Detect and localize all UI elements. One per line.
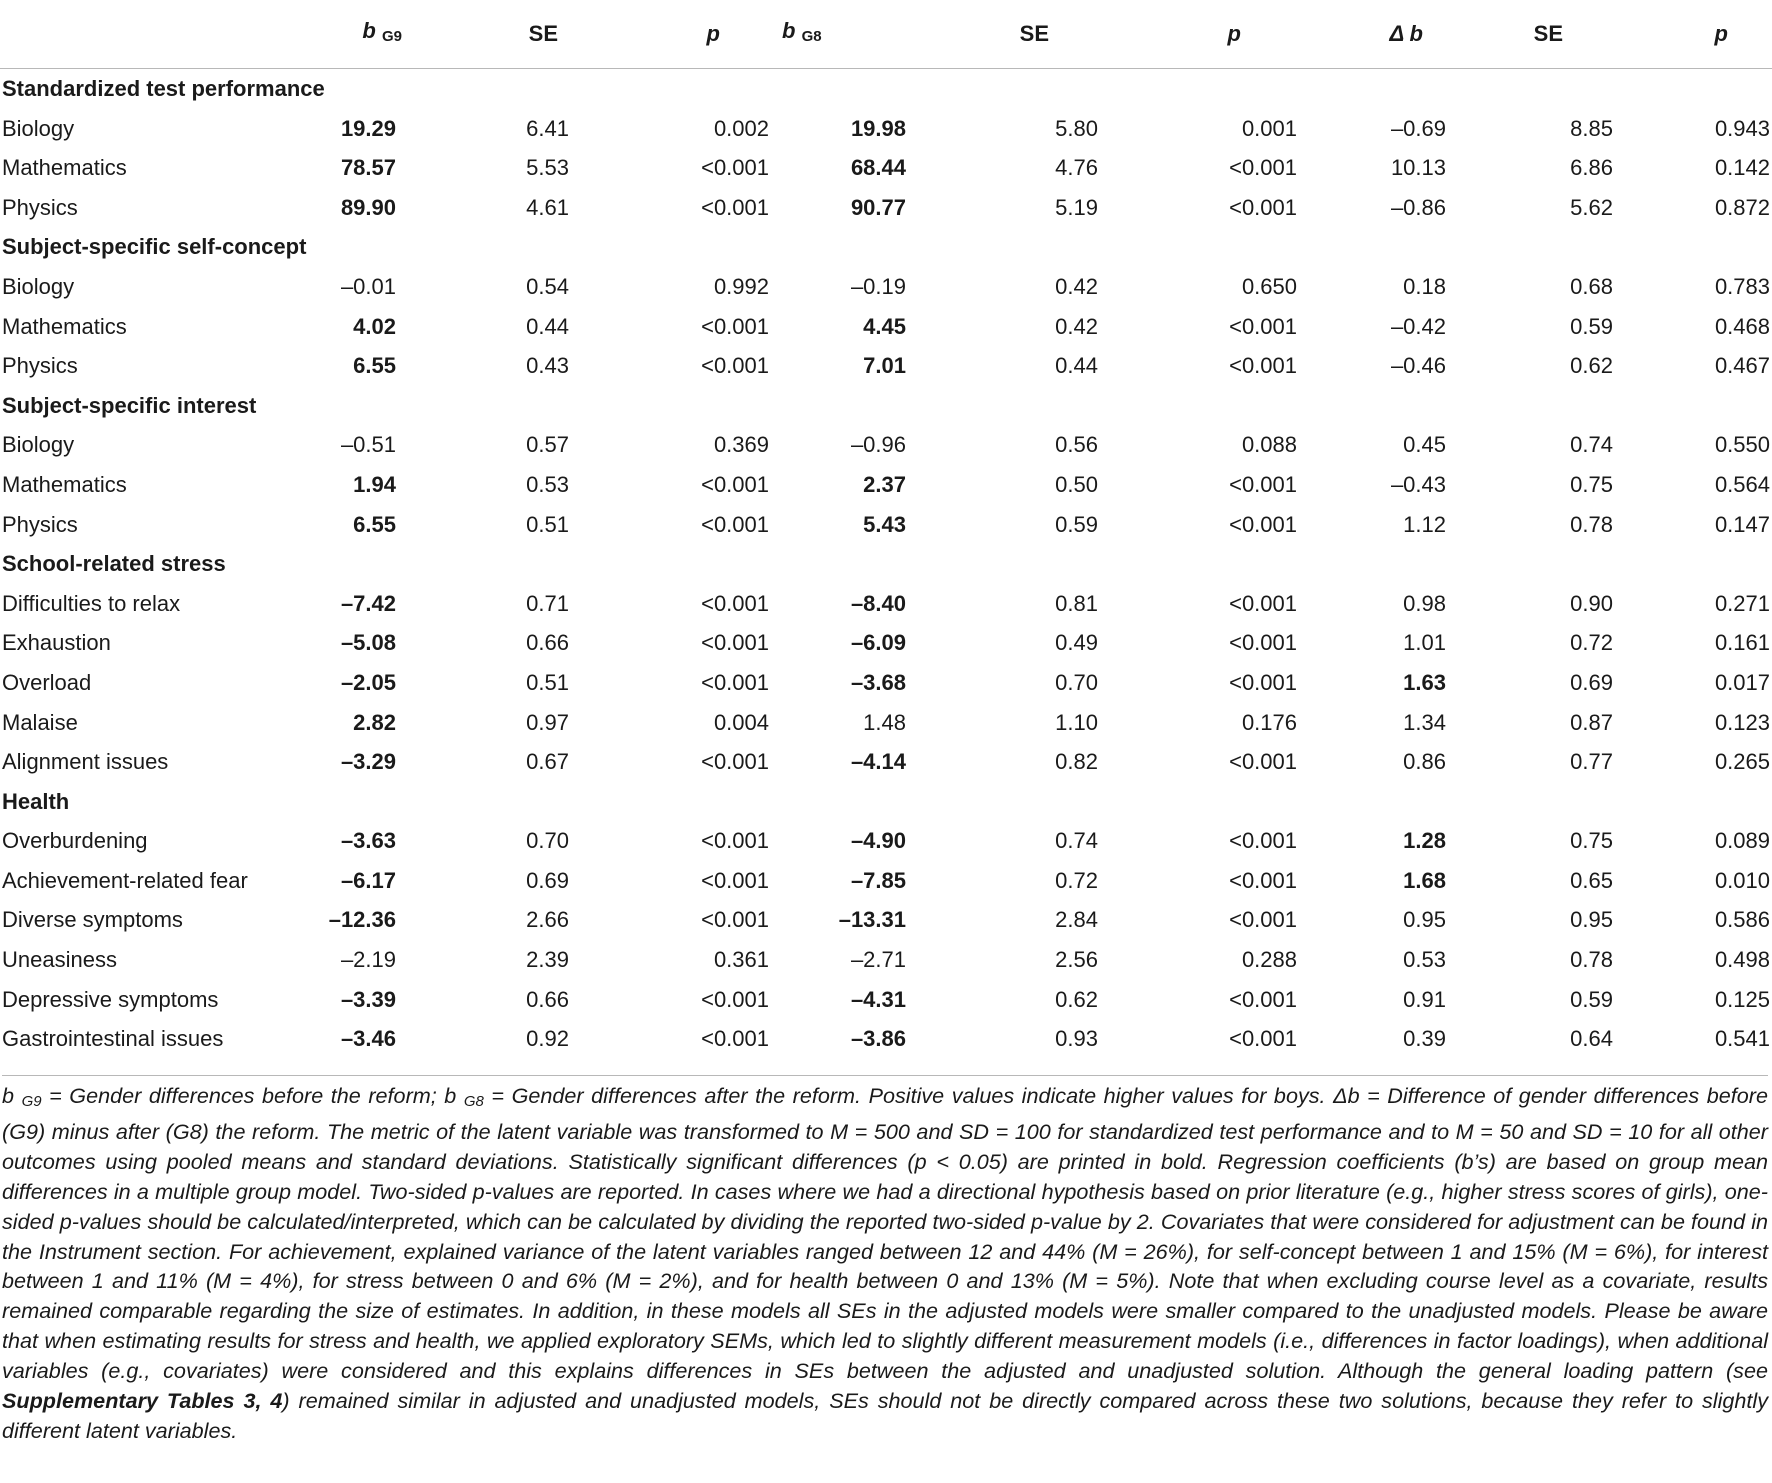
cell-delta-b: 1.12 <box>1403 511 1446 537</box>
cell-p-1: <0.001 <box>701 749 769 775</box>
header-p-1-text: p <box>706 21 720 46</box>
row-label: Biology <box>2 273 75 299</box>
cell-se-2: 5.80 <box>1055 115 1098 141</box>
cell-b-g8: –4.31 <box>850 986 906 1012</box>
cell-p-2: 0.088 <box>1241 432 1297 458</box>
row-label: Biology <box>2 432 75 458</box>
cell-delta-b: 0.98 <box>1403 590 1446 616</box>
cell-b-g9: –3.63 <box>340 828 396 854</box>
cell-p-1: <0.001 <box>701 1026 769 1052</box>
cell-se-1: 6.41 <box>526 115 569 141</box>
cell-p-1: <0.001 <box>701 313 769 339</box>
cell-se-3: 0.90 <box>1570 590 1613 616</box>
cell-b-g8: –6.09 <box>850 630 906 656</box>
cell-b-g8: –0.96 <box>850 432 906 458</box>
cell-p-1: <0.001 <box>701 590 769 616</box>
cell-b-g9: 4.02 <box>353 313 396 339</box>
footnote-b: b <box>2 1083 15 1108</box>
cell-p-3: 0.943 <box>1714 115 1770 141</box>
cell-p-1: <0.001 <box>701 155 769 181</box>
cell-se-1: 0.71 <box>526 590 569 616</box>
cell-se-2: 0.42 <box>1055 273 1098 299</box>
table-row <box>0 505 1772 545</box>
cell-se-2: 0.81 <box>1055 590 1098 616</box>
row-label: Mathematics <box>2 155 127 181</box>
header-delta-b: Δ b <box>1303 0 1455 69</box>
cell-se-2: 0.42 <box>1055 313 1098 339</box>
cell-se-2: 0.50 <box>1055 471 1098 497</box>
cell-p-2: <0.001 <box>1229 155 1297 181</box>
cell-delta-b: 0.18 <box>1403 273 1446 299</box>
cell-se-1: 0.44 <box>526 313 569 339</box>
section-header-row <box>0 386 1772 426</box>
cell-p-1: <0.001 <box>701 511 769 537</box>
header-b-g9 <box>300 0 402 69</box>
cell-p-2: 0.288 <box>1241 947 1297 973</box>
row-label: Overload <box>2 669 92 695</box>
cell-p-1: 0.361 <box>713 947 769 973</box>
cell-b-g9: 19.29 <box>340 115 396 141</box>
cell-se-1: 0.66 <box>526 630 569 656</box>
table-row <box>0 623 1772 663</box>
cell-se-3: 0.59 <box>1570 986 1613 1012</box>
cell-delta-b: –0.46 <box>1390 353 1446 379</box>
cell-se-1: 0.66 <box>526 986 569 1012</box>
footnote-main-text: = Gender differences after the reform. Positive values indicate higher values for boys. Δb = Difference of gender differences before (G9) minus after (G8) the reform. The metric of the latent variable was transformed to M = 500 and SD = 100 for standardized test performance and to M = 50 and SD = 10 for all other outcomes using pooled means and standard deviations. Statistically significant differences (p < 0.05) are printed in bold. Regression coefficients (b’s) are based on group mean differences in a multiple group model. Two-sided p-values are reported. In cases where we had a directional hypothesis based on prior literature (e.g., higher stress scores of girls), one-sided p-values should be calculated/interpreted, which can be calculated by dividing the reported two-sided p-value by 2. Covariates that were considered for adjustment can be found in the Instrument section. For achievement, explained variance of the latent variables ranged between 12 and 44% (M = 26%), for self-concept between 1 and 15% (M = 6%), for interest between 1 and 11% (M = 4%), for stress between 0 and 6% (M = 2%), and for health between 0 and 13% (M = 5%). Note that when excluding course level as a covariate, results remained comparable regarding the size of estimates. In addition, in these models all SEs in the adjusted models were smaller compared to the unadjusted models. Please be aware that when estimating results for stress and health, we applied exploratory SEMs, which led to slightly different measurement models (i.e., differences in factor loadings), when additional variables (e.g., covariates) were considered and this explains differences in SEs between the adjusted and unadjusted solution. Although the general loading pattern (see <box>2 1083 1768 1384</box>
cell-se-2: 0.62 <box>1055 986 1098 1012</box>
section-title: Standardized test performance <box>2 76 325 101</box>
cell-p-2: <0.001 <box>1229 511 1297 537</box>
section-title: Subject-specific self-concept <box>2 234 307 260</box>
cell-se-3: 0.78 <box>1570 947 1613 973</box>
cell-p-3: 0.142 <box>1714 155 1770 181</box>
cell-se-3: 0.69 <box>1570 669 1613 695</box>
section-title: Health <box>2 788 70 814</box>
cell-p-3: 0.586 <box>1714 907 1770 933</box>
header-label <box>0 0 300 69</box>
cell-b-g9: –7.42 <box>340 590 396 616</box>
cell-p-3: 0.010 <box>1714 867 1770 893</box>
cell-se-2: 0.59 <box>1055 511 1098 537</box>
cell-b-g9: 78.57 <box>340 155 396 181</box>
cell-se-1: 0.54 <box>526 273 569 299</box>
cell-p-2: 0.650 <box>1241 273 1297 299</box>
cell-p-1: <0.001 <box>701 907 769 933</box>
cell-p-1: 0.004 <box>713 709 769 735</box>
cell-b-g8: –4.90 <box>850 828 906 854</box>
table-body <box>0 69 1772 1059</box>
header-b-g9-sub: G9 <box>381 28 402 45</box>
cell-p-1: 0.002 <box>713 115 769 141</box>
header-p-3 <box>1615 0 1772 69</box>
table-row <box>0 940 1772 980</box>
cell-p-2: 0.176 <box>1241 709 1297 735</box>
cell-b-g9: 6.55 <box>353 353 396 379</box>
cell-se-1: 0.97 <box>526 709 569 735</box>
cell-se-1: 0.67 <box>526 749 569 775</box>
cell-se-3: 0.77 <box>1570 749 1613 775</box>
cell-se-2: 0.74 <box>1055 828 1098 854</box>
row-label: Alignment issues <box>2 749 169 775</box>
header-p-3-text: p <box>1714 21 1728 46</box>
footnote-g9-text: = Gender differences before the reform; <box>41 1083 445 1108</box>
footnote-g8-sub: G8 <box>463 1093 484 1110</box>
cell-se-1: 0.53 <box>526 471 569 497</box>
cell-p-3: 0.271 <box>1714 590 1770 616</box>
table-footnote <box>2 1075 1768 1446</box>
cell-p-3: 0.123 <box>1714 709 1770 735</box>
section-title: School-related stress <box>2 551 226 577</box>
table-row <box>0 861 1772 901</box>
cell-se-1: 5.53 <box>526 155 569 181</box>
cell-b-g9: –2.05 <box>340 669 396 695</box>
row-label: Difficulties to relax <box>2 590 181 616</box>
cell-delta-b: –0.69 <box>1390 115 1446 141</box>
cell-p-3: 0.467 <box>1714 353 1770 379</box>
cell-b-g9: 1.94 <box>353 471 396 497</box>
table-row <box>0 346 1772 386</box>
row-label: Mathematics <box>2 313 127 339</box>
row-label: Biology <box>2 115 75 141</box>
table-row <box>0 663 1772 703</box>
cell-delta-b: 1.68 <box>1403 867 1446 893</box>
cell-p-1: <0.001 <box>701 867 769 893</box>
cell-b-g9: 89.90 <box>340 194 396 220</box>
row-label: Achievement-related fear <box>2 867 248 893</box>
cell-b-g8: 19.98 <box>850 115 906 141</box>
cell-b-g9: –3.29 <box>340 749 396 775</box>
cell-b-g8: –4.14 <box>850 749 906 775</box>
row-label: Uneasiness <box>2 947 117 973</box>
section-header-row <box>0 69 1772 109</box>
cell-p-3: 0.161 <box>1714 630 1770 656</box>
footnote-tail-text: ) remained similar in adjusted and unadjusted models, SEs should not be directly compared across these two solutions, because they refer to slightly different latent variables. <box>2 1388 1769 1443</box>
cell-se-2: 0.56 <box>1055 432 1098 458</box>
cell-se-3: 0.75 <box>1570 471 1613 497</box>
cell-b-g9: –6.17 <box>340 867 396 893</box>
cell-b-g8: –2.71 <box>850 947 906 973</box>
row-label: Overburdening <box>2 828 148 854</box>
cell-p-3: 0.564 <box>1714 471 1770 497</box>
cell-p-3: 0.550 <box>1714 432 1770 458</box>
cell-p-1: <0.001 <box>701 353 769 379</box>
cell-se-3: 0.65 <box>1570 867 1613 893</box>
cell-p-2: <0.001 <box>1229 471 1297 497</box>
header-b-g8-main: b <box>782 18 796 43</box>
table-row <box>0 900 1772 940</box>
section-header-row <box>0 227 1772 267</box>
cell-delta-b: –0.42 <box>1390 313 1446 339</box>
cell-se-3: 0.68 <box>1570 273 1613 299</box>
cell-b-g8: –7.85 <box>850 867 906 893</box>
cell-delta-b: 1.28 <box>1403 828 1446 854</box>
cell-p-3: 0.498 <box>1714 947 1770 973</box>
cell-p-1: 0.369 <box>713 432 769 458</box>
cell-se-2: 0.44 <box>1055 353 1098 379</box>
cell-b-g8: 2.37 <box>863 471 906 497</box>
cell-b-g9: –0.51 <box>340 432 396 458</box>
cell-se-2: 0.82 <box>1055 749 1098 775</box>
section-header-row <box>0 782 1772 822</box>
cell-se-1: 0.92 <box>526 1026 569 1052</box>
cell-p-1: <0.001 <box>701 471 769 497</box>
table-row <box>0 584 1772 624</box>
cell-b-g9: –0.01 <box>340 273 396 299</box>
cell-b-g8: –0.19 <box>850 273 906 299</box>
cell-b-g8: 90.77 <box>850 194 906 220</box>
table-row <box>0 109 1772 149</box>
cell-se-3: 6.86 <box>1570 155 1613 181</box>
header-b-g8 <box>774 0 910 69</box>
row-label: Malaise <box>2 709 78 735</box>
table-row <box>0 465 1772 505</box>
row-label: Exhaustion <box>2 630 111 656</box>
cell-se-3: 8.85 <box>1570 115 1613 141</box>
cell-delta-b: 1.63 <box>1403 669 1446 695</box>
cell-p-3: 0.541 <box>1714 1026 1770 1052</box>
cell-delta-b: 1.01 <box>1403 630 1446 656</box>
cell-b-g9: –5.08 <box>340 630 396 656</box>
cell-p-3: 0.125 <box>1714 986 1770 1012</box>
header-se-2: SE <box>910 0 1100 69</box>
table-row <box>0 148 1772 188</box>
cell-se-2: 2.56 <box>1055 947 1098 973</box>
table-header-row <box>0 0 1772 69</box>
cell-p-1: <0.001 <box>701 194 769 220</box>
cell-se-1: 2.39 <box>526 947 569 973</box>
cell-delta-b: 0.86 <box>1403 749 1446 775</box>
cell-se-1: 0.51 <box>526 669 569 695</box>
cell-b-g8: 5.43 <box>863 511 906 537</box>
cell-p-2: <0.001 <box>1229 1026 1297 1052</box>
cell-p-1: <0.001 <box>701 986 769 1012</box>
cell-p-1: <0.001 <box>701 828 769 854</box>
row-label: Depressive symptoms <box>2 986 219 1012</box>
cell-b-g9: –2.19 <box>340 947 396 973</box>
cell-p-3: 0.017 <box>1714 669 1770 695</box>
cell-se-2: 4.76 <box>1055 155 1098 181</box>
header-b-g9-main: b <box>362 18 376 43</box>
cell-b-g8: –3.68 <box>850 669 906 695</box>
table-row <box>0 425 1772 465</box>
cell-se-1: 4.61 <box>526 194 569 220</box>
cell-p-1: 0.992 <box>713 273 769 299</box>
table-row <box>0 742 1772 782</box>
cell-p-2: <0.001 <box>1229 590 1297 616</box>
cell-se-2: 0.72 <box>1055 867 1098 893</box>
table-row <box>0 1019 1772 1059</box>
cell-se-3: 0.64 <box>1570 1026 1613 1052</box>
cell-delta-b: 1.34 <box>1403 709 1446 735</box>
cell-se-1: 0.70 <box>526 828 569 854</box>
cell-p-2: <0.001 <box>1229 630 1297 656</box>
cell-delta-b: 0.53 <box>1403 947 1446 973</box>
cell-se-1: 0.57 <box>526 432 569 458</box>
table-row <box>0 703 1772 743</box>
cell-se-2: 0.93 <box>1055 1026 1098 1052</box>
cell-delta-b: 10.13 <box>1390 155 1446 181</box>
cell-se-1: 2.66 <box>526 907 569 933</box>
cell-delta-b: 0.45 <box>1403 432 1446 458</box>
row-label: Physics <box>2 194 78 220</box>
cell-b-g9: 6.55 <box>353 511 396 537</box>
cell-b-g8: 1.48 <box>863 709 906 735</box>
cell-p-3: 0.468 <box>1714 313 1770 339</box>
cell-p-3: 0.783 <box>1714 273 1770 299</box>
row-label: Gastrointestinal issues <box>2 1026 224 1052</box>
cell-p-3: 0.147 <box>1714 511 1770 537</box>
cell-b-g8: –13.31 <box>838 907 906 933</box>
header-p-2 <box>1100 0 1303 69</box>
cell-p-2: <0.001 <box>1229 907 1297 933</box>
footnote-b-2: b <box>444 1083 457 1108</box>
row-label: Mathematics <box>2 471 127 497</box>
table-row <box>0 267 1772 307</box>
table-row <box>0 821 1772 861</box>
header-se-1: SE <box>402 0 570 69</box>
cell-se-1: 0.43 <box>526 353 569 379</box>
cell-b-g9: 2.82 <box>353 709 396 735</box>
cell-se-2: 0.49 <box>1055 630 1098 656</box>
header-b-g8-sub: G8 <box>801 28 822 45</box>
cell-p-2: <0.001 <box>1229 353 1297 379</box>
footnote-g9-sub: G9 <box>21 1093 42 1110</box>
cell-delta-b: 0.91 <box>1403 986 1446 1012</box>
cell-p-2: <0.001 <box>1229 986 1297 1012</box>
cell-delta-b: –0.43 <box>1390 471 1446 497</box>
table-row <box>0 307 1772 347</box>
header-p-1 <box>570 0 774 69</box>
cell-p-1: <0.001 <box>701 669 769 695</box>
cell-p-2: <0.001 <box>1229 313 1297 339</box>
section-title: Subject-specific interest <box>2 392 257 418</box>
cell-b-g9: –3.39 <box>340 986 396 1012</box>
cell-se-3: 0.62 <box>1570 353 1613 379</box>
cell-p-1: <0.001 <box>701 630 769 656</box>
row-label: Physics <box>2 353 78 379</box>
cell-se-2: 2.84 <box>1055 907 1098 933</box>
cell-se-3: 0.75 <box>1570 828 1613 854</box>
cell-p-2: <0.001 <box>1229 194 1297 220</box>
cell-p-2: <0.001 <box>1229 669 1297 695</box>
cell-p-3: 0.265 <box>1714 749 1770 775</box>
cell-delta-b: 0.95 <box>1403 907 1446 933</box>
cell-se-3: 5.62 <box>1570 194 1613 220</box>
cell-b-g9: –3.46 <box>340 1026 396 1052</box>
header-p-2-text: p <box>1227 21 1241 46</box>
cell-p-2: <0.001 <box>1229 749 1297 775</box>
cell-p-3: 0.089 <box>1714 828 1770 854</box>
row-label: Physics <box>2 511 78 537</box>
cell-p-2: 0.001 <box>1241 115 1297 141</box>
cell-se-2: 5.19 <box>1055 194 1098 220</box>
header-se-3: SE <box>1455 0 1615 69</box>
cell-se-2: 0.70 <box>1055 669 1098 695</box>
cell-se-2: 1.10 <box>1055 709 1098 735</box>
cell-b-g8: 7.01 <box>863 353 906 379</box>
cell-b-g8: –8.40 <box>850 590 906 616</box>
cell-b-g8: 4.45 <box>863 313 906 339</box>
cell-se-3: 0.78 <box>1570 511 1613 537</box>
cell-se-1: 0.51 <box>526 511 569 537</box>
supplementary-tables-link[interactable]: Supplementary Tables 3, 4 <box>2 1388 283 1414</box>
row-label: Diverse symptoms <box>2 907 183 933</box>
cell-b-g9: –12.36 <box>328 907 396 933</box>
cell-p-3: 0.872 <box>1714 194 1770 220</box>
cell-se-3: 0.72 <box>1570 630 1613 656</box>
cell-delta-b: –0.86 <box>1390 194 1446 220</box>
table-row <box>0 980 1772 1020</box>
section-header-row <box>0 544 1772 584</box>
cell-se-3: 0.59 <box>1570 313 1613 339</box>
cell-se-3: 0.87 <box>1570 709 1613 735</box>
cell-p-2: <0.001 <box>1229 867 1297 893</box>
cell-se-3: 0.74 <box>1570 432 1613 458</box>
cell-se-1: 0.69 <box>526 867 569 893</box>
cell-b-g8: 68.44 <box>850 155 906 181</box>
cell-se-3: 0.95 <box>1570 907 1613 933</box>
cell-p-2: <0.001 <box>1229 828 1297 854</box>
cell-b-g8: –3.86 <box>850 1026 906 1052</box>
cell-delta-b: 0.39 <box>1403 1026 1446 1052</box>
table-row <box>0 188 1772 228</box>
